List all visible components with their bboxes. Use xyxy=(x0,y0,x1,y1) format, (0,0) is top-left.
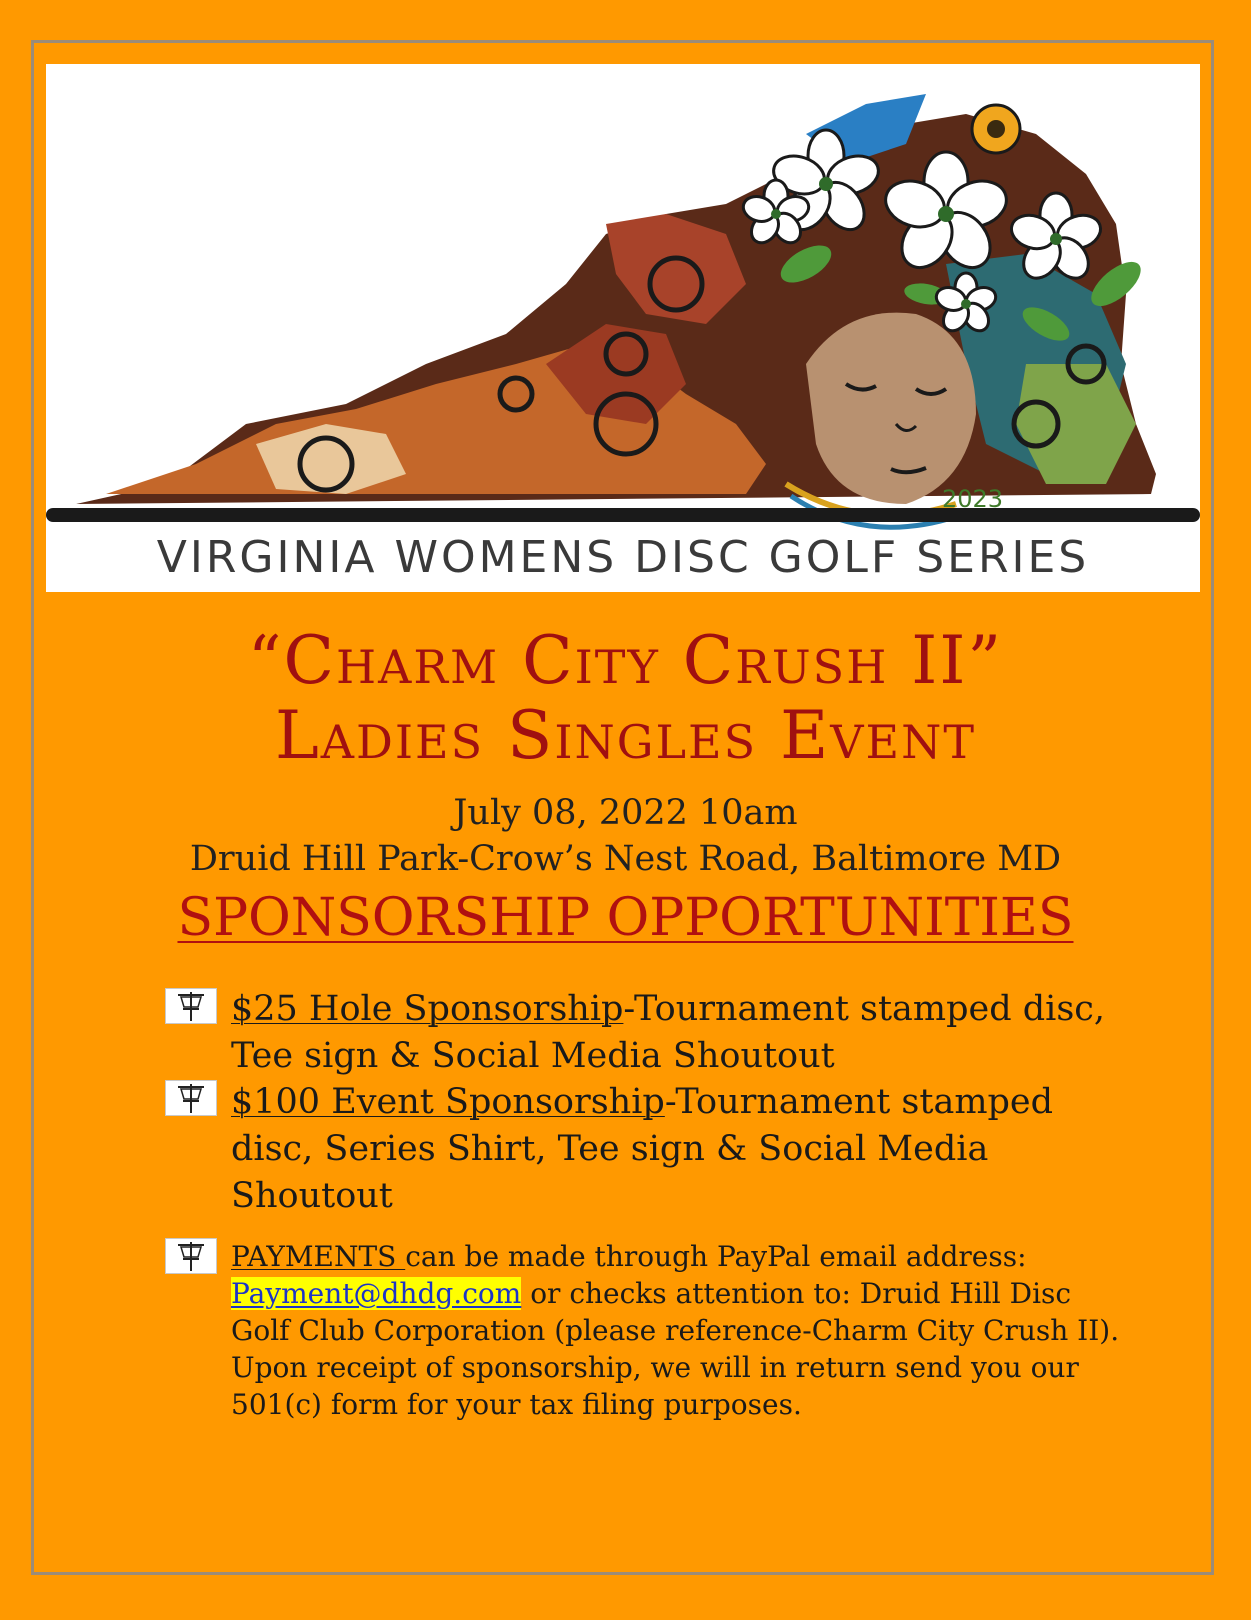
sponsorship-name: $25 Hole Sponsorship xyxy=(231,989,624,1029)
sponsorship-name: $100 Event Sponsorship xyxy=(231,1082,665,1122)
event-title-line2: Ladies Singles Event xyxy=(274,697,977,774)
series-name: VIRGINIA WOMENS DISC GOLF SERIES xyxy=(156,532,1090,583)
event-date-time: July 08, 2022 10am xyxy=(453,793,798,833)
sponsorship-item xyxy=(231,986,1151,1080)
payments-info xyxy=(231,1238,1151,1423)
payments-line5: 501(c) form for your tax filing purposes. xyxy=(231,1388,802,1421)
sponsorship-details-cont: disc, Series Shirt, Tee sign & Social Media xyxy=(231,1129,989,1169)
sponsorship-heading: SPONSORSHIP OPPORTUNITIES xyxy=(177,888,1074,948)
sponsorship-details: -Tournament stamped xyxy=(664,1082,1054,1122)
series-banner xyxy=(46,64,1200,592)
event-location: Druid Hill Park-Crow’s Nest Road, Baltimore MD xyxy=(189,839,1062,879)
series-year: 2023 xyxy=(942,485,1004,513)
payments-line4: Upon receipt of sponsorship, we will in return send you our xyxy=(231,1351,1079,1384)
disc-golf-basket-icon xyxy=(165,988,217,1024)
sponsorship-details: -Tournament stamped disc, xyxy=(623,989,1106,1029)
payments-label: PAYMENTS xyxy=(231,1240,406,1273)
virginia-woman-flowers-logo xyxy=(46,64,1200,592)
disc-golf-basket-icon xyxy=(165,1238,217,1274)
event-title-line1: “Charm City Crush II” xyxy=(247,622,1004,699)
payment-email-link[interactable]: Payment@dhdg.com xyxy=(231,1277,522,1310)
sponsorship-details-cont: Tee sign & Social Media Shoutout xyxy=(231,1036,835,1076)
disc-golf-basket-icon xyxy=(165,1080,217,1116)
payments-line3: Golf Club Corporation (please reference-Charm City Crush II). xyxy=(231,1314,1120,1347)
sponsorship-details-last: Shoutout xyxy=(231,1176,393,1216)
sponsorship-item xyxy=(231,1079,1151,1220)
payments-line2: or checks attention to: Druid Hill Disc xyxy=(521,1277,1072,1310)
payments-line1: can be made through PayPal email address: xyxy=(405,1240,1027,1273)
